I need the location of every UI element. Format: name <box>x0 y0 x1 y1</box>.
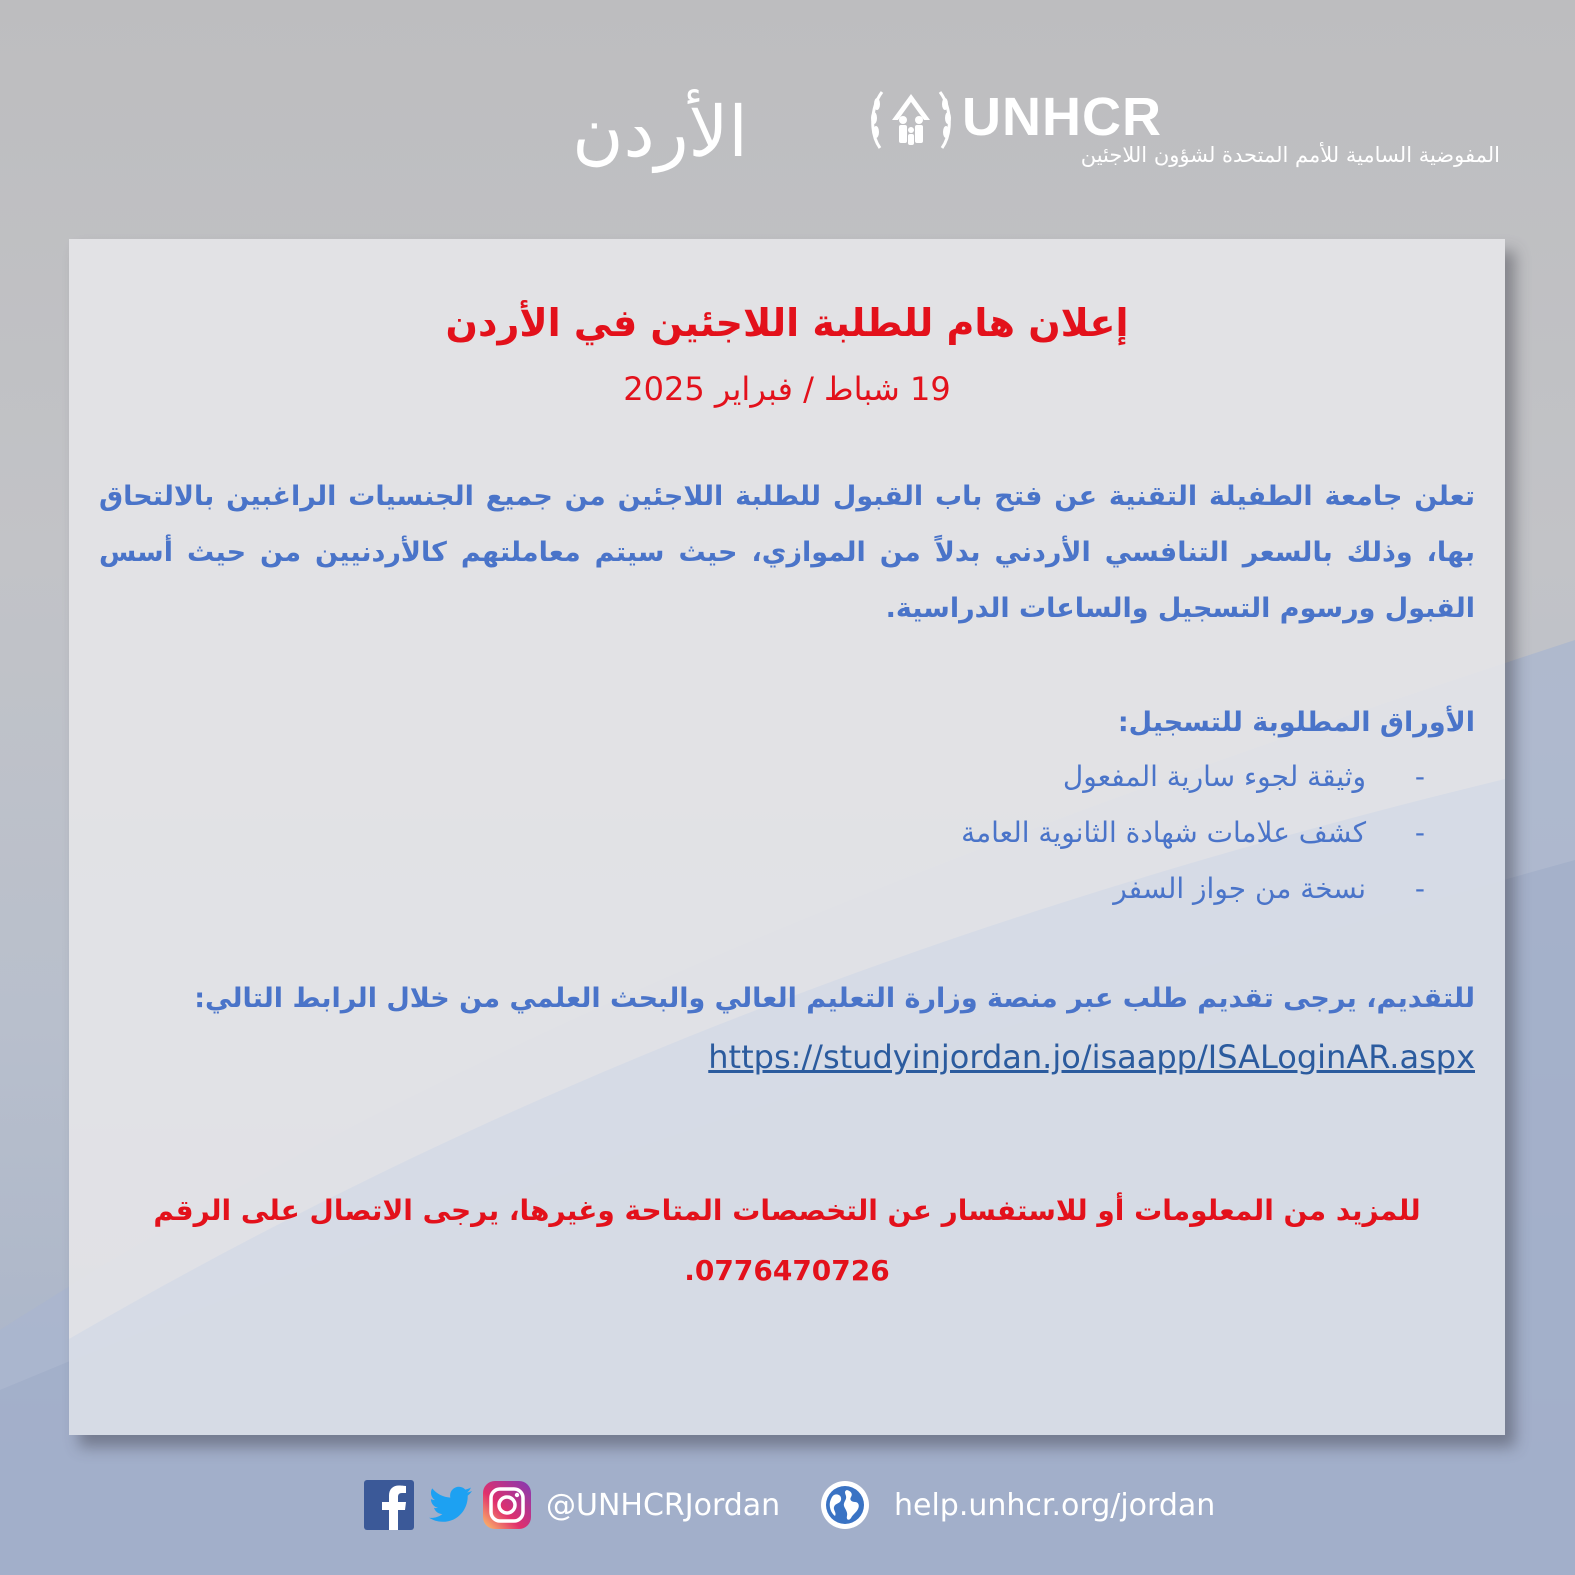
apply-link[interactable]: https://studyinjordan.jo/isaapp/ISALoginAR.aspx <box>708 1038 1475 1076</box>
apply-instructions: للتقديم، يرجى تقديم طلب عبر منصة وزارة التعليم العالي والبحث العلمي من خلال الرابط التالي: <box>194 983 1475 1014</box>
requirement-item <box>525 749 1425 805</box>
contact-info <box>109 1181 1465 1301</box>
bullet-dash: - <box>1414 760 1425 793</box>
announcement-title: إعلان هام للطلبة اللاجئين في الأردن <box>445 301 1129 345</box>
help-site-link[interactable]: help.unhcr.org/jordan <box>894 1488 1216 1523</box>
instagram-icon[interactable] <box>482 1480 532 1530</box>
requirement-item <box>525 861 1425 917</box>
contact-phone: 0776470726. <box>684 1254 890 1287</box>
contact-text: للمزيد من المعلومات أو للاستفسار عن التخصصات المتاحة وغيرها، يرجى الاتصال على الرقم <box>153 1194 1421 1227</box>
bullet-dash: - <box>1414 872 1425 905</box>
unhcr-wordmark: UNHCR <box>962 87 1162 147</box>
requirements-list <box>525 749 1425 917</box>
social-handle[interactable]: @UNHCRJordan <box>546 1488 781 1523</box>
announcement-date: 19 شباط / فبراير 2025 <box>623 370 951 408</box>
requirement-item <box>525 805 1425 861</box>
unhcr-emblem-icon <box>868 84 954 156</box>
globe-icon <box>820 1480 870 1530</box>
requirement-text: كشف علامات شهادة الثانوية العامة <box>961 816 1367 849</box>
footer <box>360 1478 1220 1534</box>
twitter-icon[interactable] <box>426 1480 476 1530</box>
requirement-text: وثيقة لجوء سارية المفعول <box>1062 760 1367 793</box>
unhcr-subtitle: المفوضية السامية للأمم المتحدة لشؤون اللاجئين <box>1080 143 1500 167</box>
bullet-dash: - <box>1414 816 1425 849</box>
requirements-title: الأوراق المطلوبة للتسجيل: <box>1117 707 1475 738</box>
requirement-text: نسخة من جواز السفر <box>1113 872 1367 905</box>
announcement-card <box>69 239 1505 1435</box>
announcement-intro: تعلن جامعة الطفيلة التقنية عن فتح باب القبول للطلبة اللاجئين من جميع الجنسيات الراغبين بالالتحاق بها، وذلك بالسعر التنافسي الأردني بدلاً من الموازي، حيث سيتم معاملتهم كالأردنيين من حيث أسس القبول ورسوم التسجيل والساعات الدراسية. <box>99 481 1475 624</box>
header <box>0 0 1575 230</box>
country-label: الأردن <box>572 91 748 173</box>
facebook-icon[interactable] <box>364 1480 414 1530</box>
